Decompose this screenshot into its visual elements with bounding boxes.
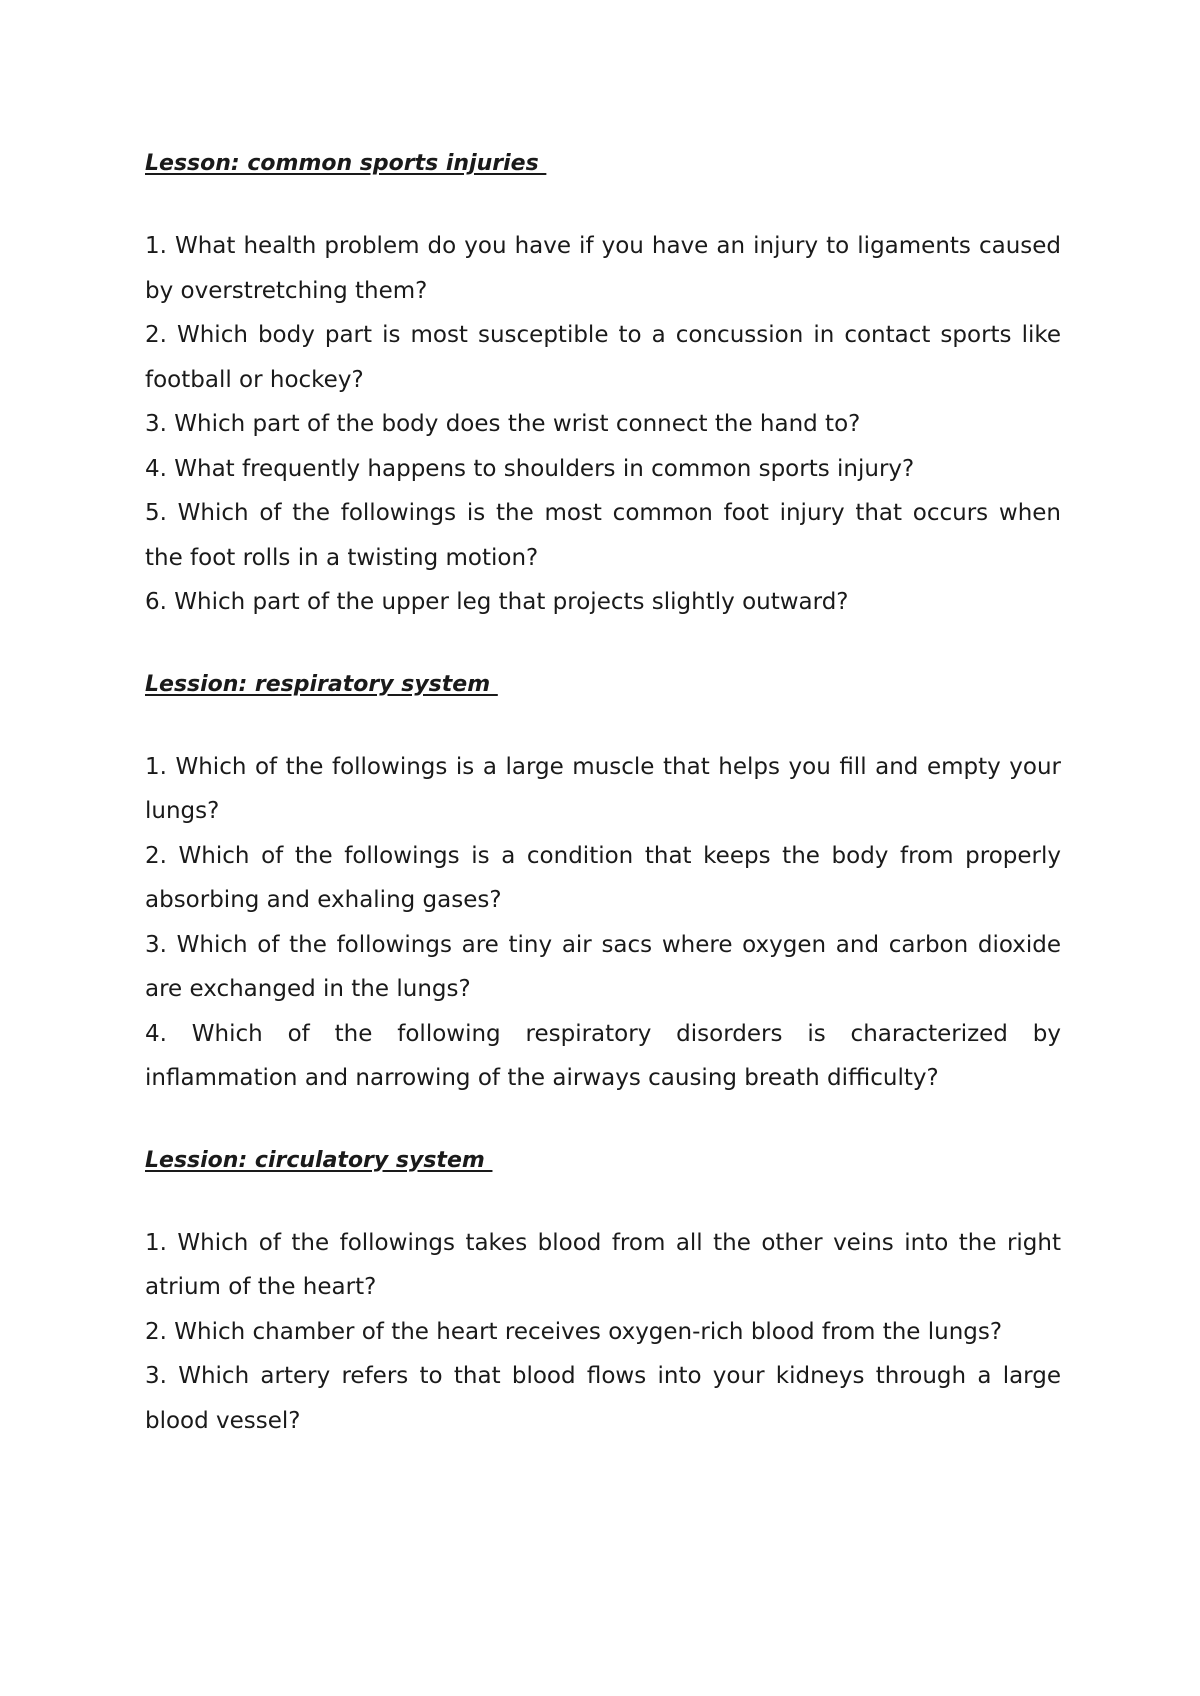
- question-item: 2. Which chamber of the heart receives oxygen-rich blood from the lungs?: [145, 1318, 1003, 1345]
- question-item: 6. Which part of the upper leg that projects slightly outward?: [145, 589, 849, 615]
- section-respiratory-system: [145, 669, 1061, 1101]
- question-item: 3. Which artery refers to that blood flows into your kidneys through a large blood vessel?: [145, 1363, 1061, 1434]
- question-item: 4. Which of the following respiratory disorders is characterized by inflammation and narrowing of the airways causing breath difficulty?: [145, 1020, 1061, 1091]
- section-heading: Lession: circulatory system: [145, 1147, 493, 1173]
- section-heading: Lesson: common sports injuries: [145, 151, 547, 176]
- question-item: 1. What health problem do you have if you have an injury to ligaments caused by overstretching them?: [145, 233, 1061, 304]
- document-page: [145, 148, 1061, 1487]
- question-item: 2. Which of the followings is a condition that keeps the body from properly absorbing and exhaling gases?: [145, 842, 1061, 913]
- question-item: 2. Which body part is most susceptible to a concussion in contact sports like football or hockey?: [145, 322, 1061, 393]
- section-sports-injuries: [145, 148, 1061, 625]
- section-circulatory-system: [145, 1145, 1061, 1444]
- question-item: 3. Which part of the body does the wrist connect the hand to?: [145, 411, 861, 437]
- question-item: 1. Which of the followings is a large muscle that helps you fill and empty your lungs?: [145, 753, 1061, 824]
- question-item: 5. Which of the followings is the most common foot injury that occurs when the foot rolls in a twisting motion?: [145, 500, 1061, 571]
- question-item: 1. Which of the followings takes blood from all the other veins into the right atrium of the heart?: [145, 1229, 1061, 1300]
- section-heading: Lession: respiratory system: [145, 671, 498, 697]
- question-item: 4. What frequently happens to shoulders in common sports injury?: [145, 455, 915, 482]
- question-item: 3. Which of the followings are tiny air sacs where oxygen and carbon dioxide are exchanged in the lungs?: [145, 931, 1061, 1002]
